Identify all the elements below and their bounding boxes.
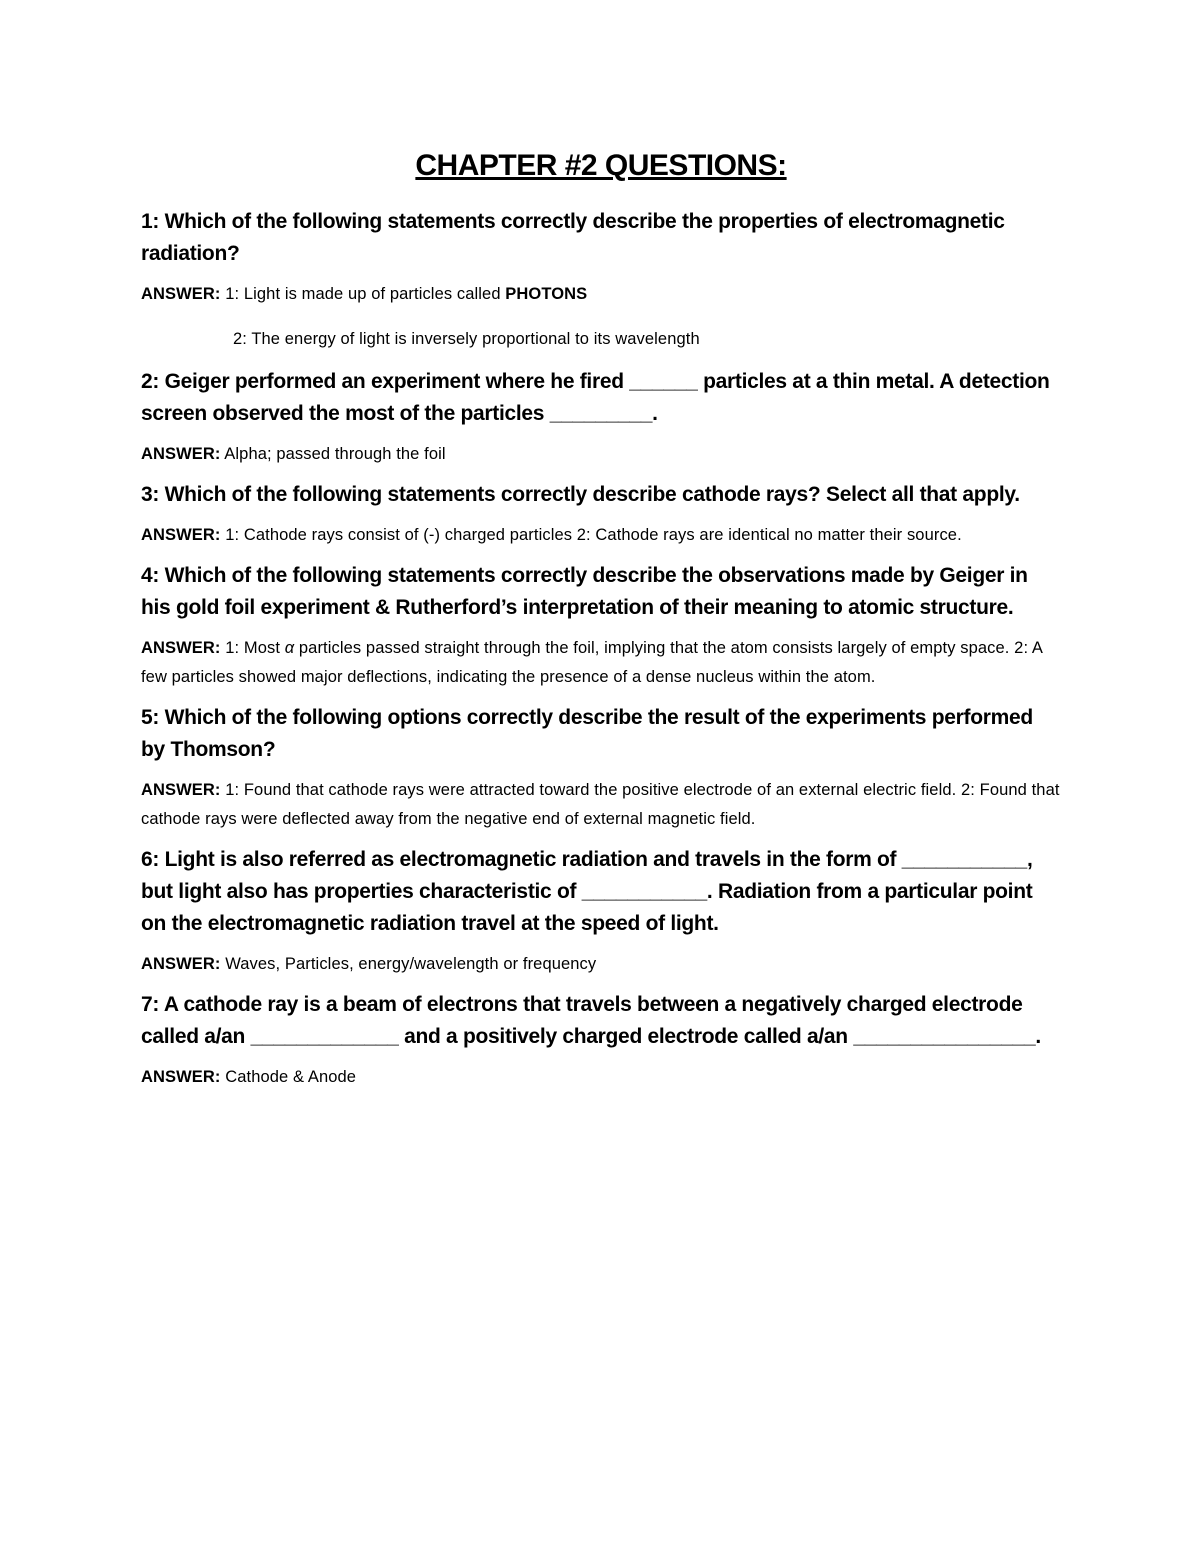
document-page — [141, 146, 1061, 1102]
answer-3-text: 1: Cathode rays consist of (-) charged particles 2: Cathode rays are identical no matter their source. — [220, 526, 962, 544]
question-7: 7: A cathode ray is a beam of electrons that travels between a negatively charged electrode called a/an _____________ and a positively charged electrode called a/an ________________. — [141, 993, 1041, 1048]
answer-1 — [141, 280, 1061, 309]
answer-label: ANSWER: — [141, 285, 221, 303]
alpha-symbol: α — [284, 639, 295, 657]
answer-6 — [141, 950, 1061, 979]
question-5: 5: Which of the following options correctly describe the result of the experiments performed by Thomson? — [141, 706, 1033, 761]
answer-4-text-pre: 1: Most — [220, 639, 285, 657]
answer-5-text: 1: Found that cathode rays were attracted toward the positive electrode of an external electric field. 2: Found that cathode rays were deflected away from the negative end of external magnetic field. — [141, 781, 1060, 828]
answer-3 — [141, 521, 1061, 550]
answer-2 — [141, 440, 1061, 469]
answer-1-text: 1: Light is made up of particles called — [220, 285, 506, 303]
answer-label: ANSWER: — [141, 639, 221, 657]
answer-label: ANSWER: — [141, 445, 221, 463]
answer-label: ANSWER: — [141, 781, 221, 799]
question-4: 4: Which of the following statements correctly describe the observations made by Geiger in his gold foil experiment & Rutherford’s interpretation of their meaning to atomic structure. — [141, 564, 1028, 619]
question-1: 1: Which of the following statements correctly describe the properties of electromagnetic radiation? — [141, 210, 1005, 265]
question-6: 6: Light is also referred as electromagnetic radiation and travels in the form of ___________, but light also has properties characteristic of ___________. Radiation from a particular point on the electromagnetic radiation travel at the speed of light. — [141, 848, 1033, 935]
answer-2-text: Alpha; passed through the foil — [220, 445, 446, 463]
question-2: 2: Geiger performed an experiment where he fired ______ particles at a thin metal. A detection screen observed the most of the particles _________. — [141, 370, 1050, 425]
answer-label: ANSWER: — [141, 955, 221, 973]
answer-4 — [141, 634, 1061, 692]
answer-4-text-post: particles passed straight through the foil, implying that the atom consists largely of empty space. 2: A few particles showed major deflections, indicating the presence of a dense nucleus within the atom. — [141, 639, 1043, 686]
question-3: 3: Which of the following statements correctly describe cathode rays? Select all that apply. — [141, 483, 1020, 506]
answer-1-line-2: 2: The energy of light is inversely proportional to its wavelength — [233, 330, 700, 348]
answer-label: ANSWER: — [141, 1068, 221, 1086]
answer-5 — [141, 776, 1061, 834]
answer-6-text: Waves, Particles, energy/wavelength or frequency — [220, 955, 597, 973]
answer-7-text: Cathode & Anode — [220, 1068, 357, 1086]
answer-1-photons: PHOTONS — [505, 285, 588, 303]
answer-label: ANSWER: — [141, 526, 221, 544]
answer-7 — [141, 1063, 1061, 1092]
page-title: CHAPTER #2 QUESTIONS: — [415, 149, 787, 182]
